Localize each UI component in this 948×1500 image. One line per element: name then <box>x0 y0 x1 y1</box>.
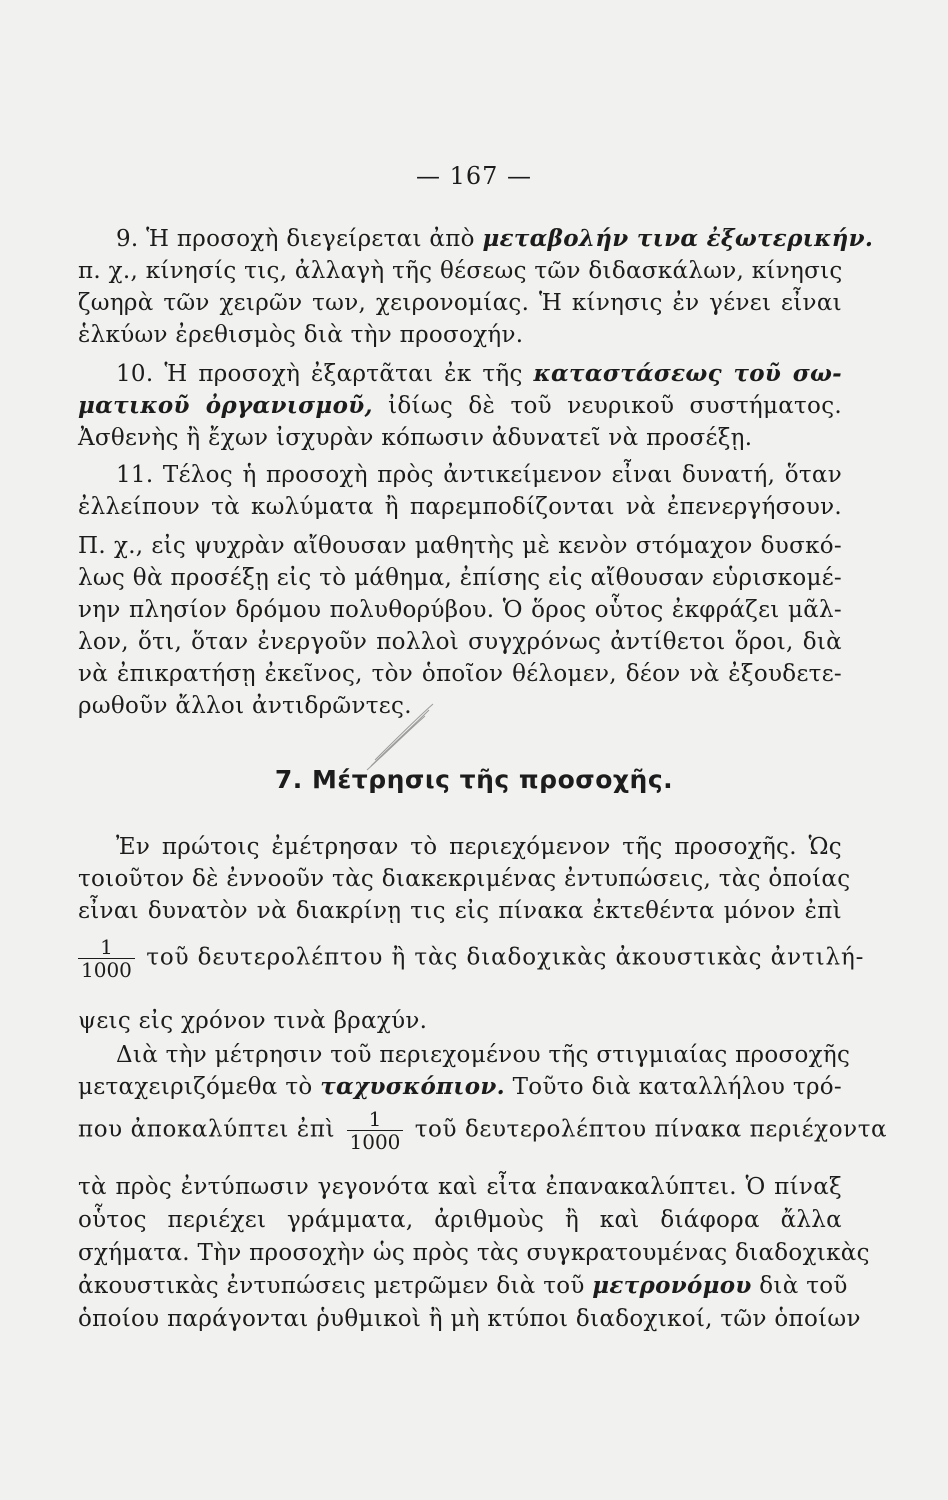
tachy-line-5: οὗτος περιέχει γράμματα, ἀριθμοὺς ἢ καὶ διάφορα ἄλλα <box>78 1207 842 1233</box>
para-9-line-1 <box>116 224 874 254</box>
para-10-line-3: Ἀσθενὴς ἢ ἔχων ἰσχυρὰν κόπωσιν ἀδυνατεῖ νὰ προσέξῃ. <box>78 425 753 451</box>
measure-line-5: ψεις εἰς χρόνον τινὰ βραχύν. <box>78 1008 428 1034</box>
text-run: τοῦ δευτερολέπτου πίνακα περιέχοντα <box>414 1116 888 1143</box>
para-11-line-5: νην πλησίον δρόμου πολυθορύβου. Ὁ ὅρος οὗτος ἐκφράζει μᾶλ- <box>78 597 842 623</box>
para-11-line-2: ἐλλείπουν τὰ κωλύματα ἢ παρεμποδίζονται νὰ ἐπενεργήσουν. <box>78 494 842 520</box>
tachy-line-2 <box>78 1072 842 1102</box>
text-run: 9. Ἡ προσοχὴ διεγείρεται ἀπὸ <box>116 226 483 252</box>
para-11-line-7: νὰ ἐπικρατήσῃ ἐκεῖνος, τὸν ὁποῖον θέλομεν, δέον νὰ ἐξουδετε- <box>78 661 842 687</box>
tachy-line-4: τὰ πρὸς ἐντύπωσιν γεγονότα καὶ εἶτα ἐπανακαλύπτει. Ὁ πίναξ <box>78 1174 842 1200</box>
text-run: μεταχειριζόμεθα τὸ <box>78 1074 321 1100</box>
fraction-denominator: 1000 <box>349 1130 401 1154</box>
para-10-line-2 <box>78 391 842 421</box>
para-11-line-3: Π. χ., εἰς ψυχρὰν αἴθουσαν μαθητὴς μὲ κενὸν στόμαχον δυσκό- <box>78 533 842 559</box>
para-9-line-4: ἑλκύων ἐρεθισμὸς διὰ τὴν προσοχήν. <box>78 322 524 348</box>
para-11-line-8: ρωθοῦν ἄλλοι ἀντιδρῶντες. <box>78 693 412 719</box>
measure-line-4 <box>78 935 865 982</box>
tachy-line-8: ὁποίου παράγονται ῥυθμικοὶ ἢ μὴ κτύποι διαδοχικοί, τῶν ὁποίων <box>78 1306 861 1332</box>
para-11-line-4: λως θὰ προσέξῃ εἰς τὸ μάθημα, ἐπίσης εἰς αἴθουσαν εὑρισκομέ- <box>78 565 842 591</box>
emphasis-text: μεταβολήν τινα ἐξωτερικήν. <box>482 225 874 252</box>
section-heading: 7. Μέτρησις τῆς προσοχῆς. <box>274 765 674 794</box>
fraction <box>78 936 135 981</box>
tachy-line-7 <box>78 1271 848 1301</box>
text-run: που ἀποκαλύπτει ἐπὶ <box>78 1116 336 1143</box>
emphasis-text: μετρονόμου <box>592 1272 752 1299</box>
text-run: ἰδίως δὲ τοῦ νευρικοῦ συστήματος. <box>372 393 842 419</box>
text-run: τοῦ δευτερολέπτου ἢ τὰς διαδοχικὰς ἀκουστικὰς ἀντιλή- <box>146 944 865 971</box>
para-11-line-1: 11. Τέλος ἡ προσοχὴ πρὸς ἀντικείμενον εἶναι δυνατή, ὅταν <box>116 462 842 488</box>
measure-line-2: τοιοῦτον δὲ ἐννοοῦν τὰς διακεκριμένας ἐντυπώσεις, τὰς ὁποίας <box>78 866 851 892</box>
tachy-line-3 <box>78 1107 888 1154</box>
para-11-line-6: λον, ὅτι, ὅταν ἐνεργοῦν πολλοὶ συγχρόνως ἀντίθετοι ὅροι, διὰ <box>78 629 842 655</box>
measure-line-1: Ἐν πρώτοις ἐμέτρησαν τὸ περιεχόμενον τῆς προσοχῆς. Ὡς <box>116 834 842 860</box>
para-9-line-2: π. χ., κίνησίς τις, ἀλλαγὴ τῆς θέσεως τῶν διδασκάλων, κίνησις <box>78 258 843 284</box>
emphasis-text: ταχυσκόπιον. <box>320 1073 505 1100</box>
para-9-line-3: ζωηρὰ τῶν χειρῶν των, χειρονομίας. Ἡ κίνησις ἐν γένει εἶναι <box>78 290 842 316</box>
fraction <box>347 1108 404 1153</box>
page-number: — 167 — <box>415 162 533 190</box>
emphasis-text: καταστάσεως τοῦ σω- <box>533 360 842 387</box>
text-run: διὰ τοῦ <box>751 1273 848 1299</box>
fraction-denominator: 1000 <box>81 958 132 982</box>
tachy-line-1: Διὰ τὴν μέτρησιν τοῦ περιεχομένου τῆς στιγμιαίας προσοχῆς <box>116 1042 851 1068</box>
fraction-numerator: 1 <box>78 936 135 959</box>
emphasis-text: ματικοῦ ὀργανισμοῦ, <box>78 392 373 419</box>
para-10-line-1 <box>116 359 842 389</box>
text-run: Τοῦτο διὰ καταλλήλου τρό- <box>504 1074 842 1100</box>
text-run: 10. Ἡ προσοχὴ ἐξαρτᾶται ἐκ τῆς <box>116 361 534 387</box>
tachy-line-6: σχήματα. Τὴν προσοχὴν ὡς πρὸς τὰς συγκρατουμένας διαδοχικὰς <box>78 1240 870 1266</box>
text-run: ἀκουστικὰς ἐντυπώσεις μετρῶμεν διὰ τοῦ <box>78 1273 593 1299</box>
measure-line-3: εἶναι δυνατὸν νὰ διακρίνῃ τις εἰς πίνακα ἐκτεθέντα μόνον ἐπὶ <box>78 898 842 924</box>
fraction-numerator: 1 <box>347 1108 404 1131</box>
